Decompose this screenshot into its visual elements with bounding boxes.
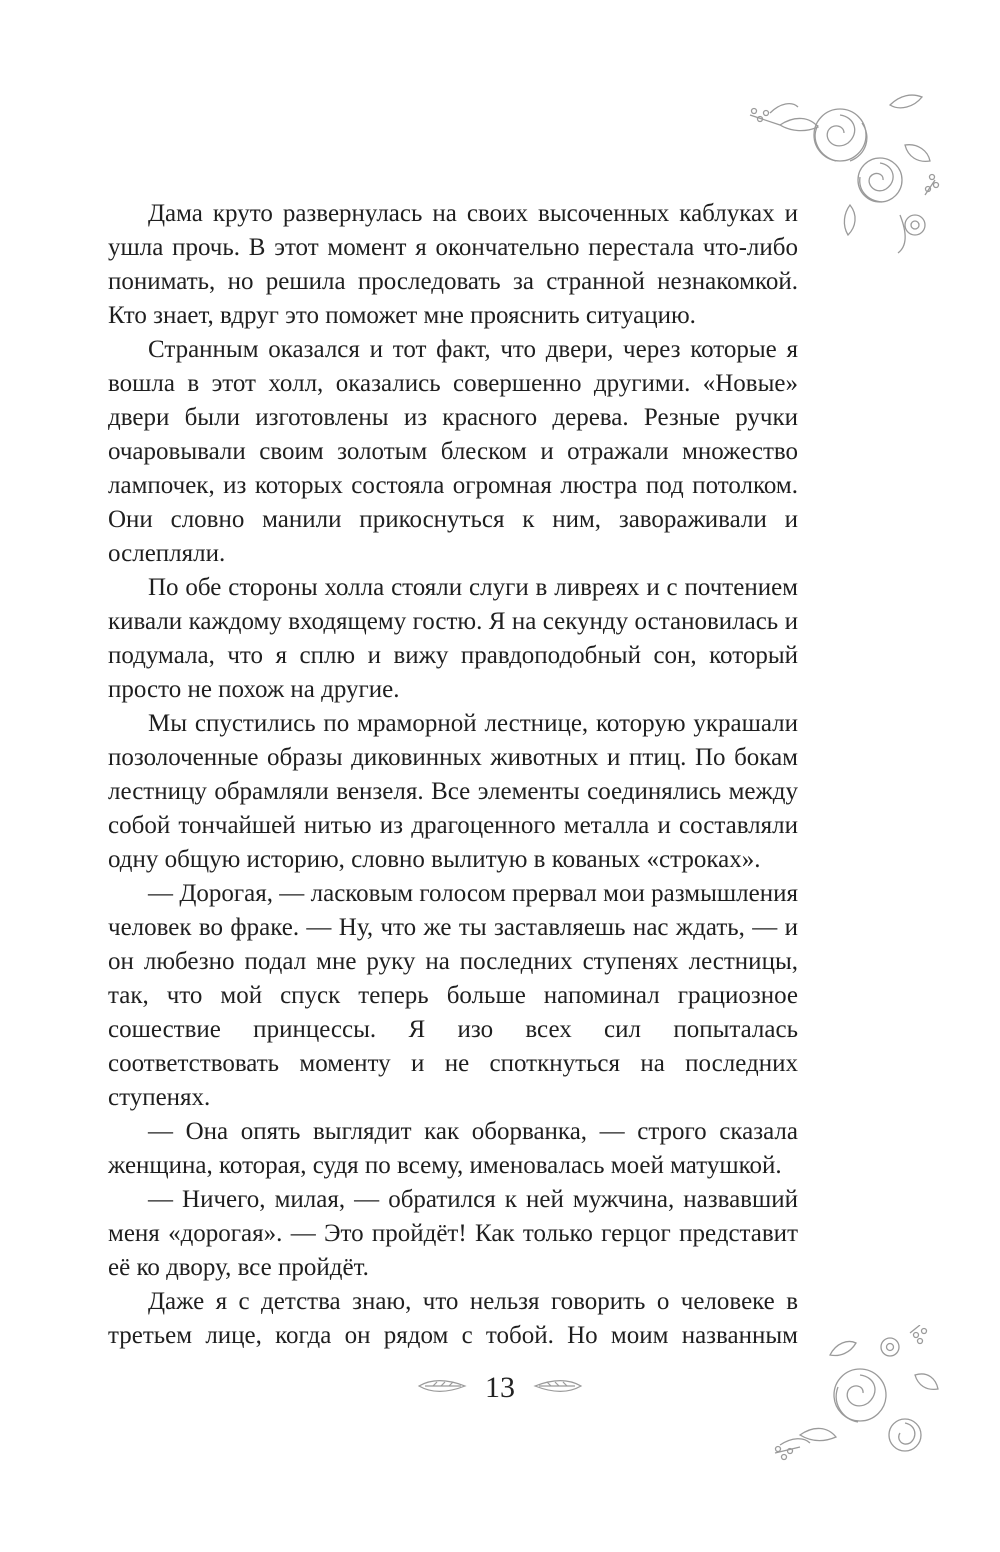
paragraph: Дама круто развернулась на своих высоченных каблуках и ушла прочь. В этот момент я окончательно перестала что-либо понимать, но решила проследовать за странной незнакомкой. Кто знает, вдруг это поможет мне прояснить ситуацию. <box>108 200 798 329</box>
floral-corner-bottom-icon <box>770 1325 940 1475</box>
paragraph: — Дорогая, — ласковым голосом прервал мои размышления человек во фраке. — Ну, что же ты заставляешь нас ждать, — и он любезно подал мне руку на последних ступенях лестницы, так, что мой спуск теперь больше напоминал грациозное сошествие принцессы. Я изо всех сил попыталась соответствовать моменту и не споткнуться на последних ступенях. <box>108 880 798 1111</box>
leaf-flourish-left-icon <box>417 1379 467 1398</box>
paragraph: Даже я с детства знаю, что нельзя говорить о человеке в третьем лице, когда он рядом с тобой. Но моим названным <box>108 1288 798 1349</box>
body-text <box>108 197 798 1353</box>
page-folio <box>380 1368 620 1408</box>
paragraph: Странным оказался и тот факт, что двери, через которые я вошла в этот холл, оказались совершенно другими. «Новые» двери были изготовлены из красного дерева. Резные ручки очаровывали своим золотым блеском и отражали множество лампочек, из которых состояла огромная люстра под потолком. Они словно манили прикоснуться к ним, завораживали и ослепляли. <box>108 336 798 567</box>
page-number: 13 <box>485 1371 515 1404</box>
leaf-flourish-right-icon <box>533 1379 583 1398</box>
paragraph: По обе стороны холла стояли слуги в ливреях и с почтением кивали каждому входящему гостю. Я на секунду остановилась и подумала, что я сплю и вижу правдоподобный сон, который просто не похож на другие. <box>108 574 798 703</box>
paragraph: — Ничего, милая, — обратился к ней мужчина, назвавший меня «дорогая». — Это пройдёт! Как только герцог представит её ко двору, все пройдёт. <box>108 1186 798 1281</box>
paragraph: Мы спустились по мраморной лестнице, которую украшали позолоченные образы диковинных животных и птиц. По бокам лестницу обрамляли вензеля. Все элементы соединялись между собой тончайшей нитью из драгоценного металла и составляли одну общую историю, словно вылитую в кованых «строках». <box>108 710 798 873</box>
paragraph: — Она опять выглядит как оборванка, — строго сказала женщина, которая, судя по всему, именовалась моей матушкой. <box>108 1118 798 1179</box>
